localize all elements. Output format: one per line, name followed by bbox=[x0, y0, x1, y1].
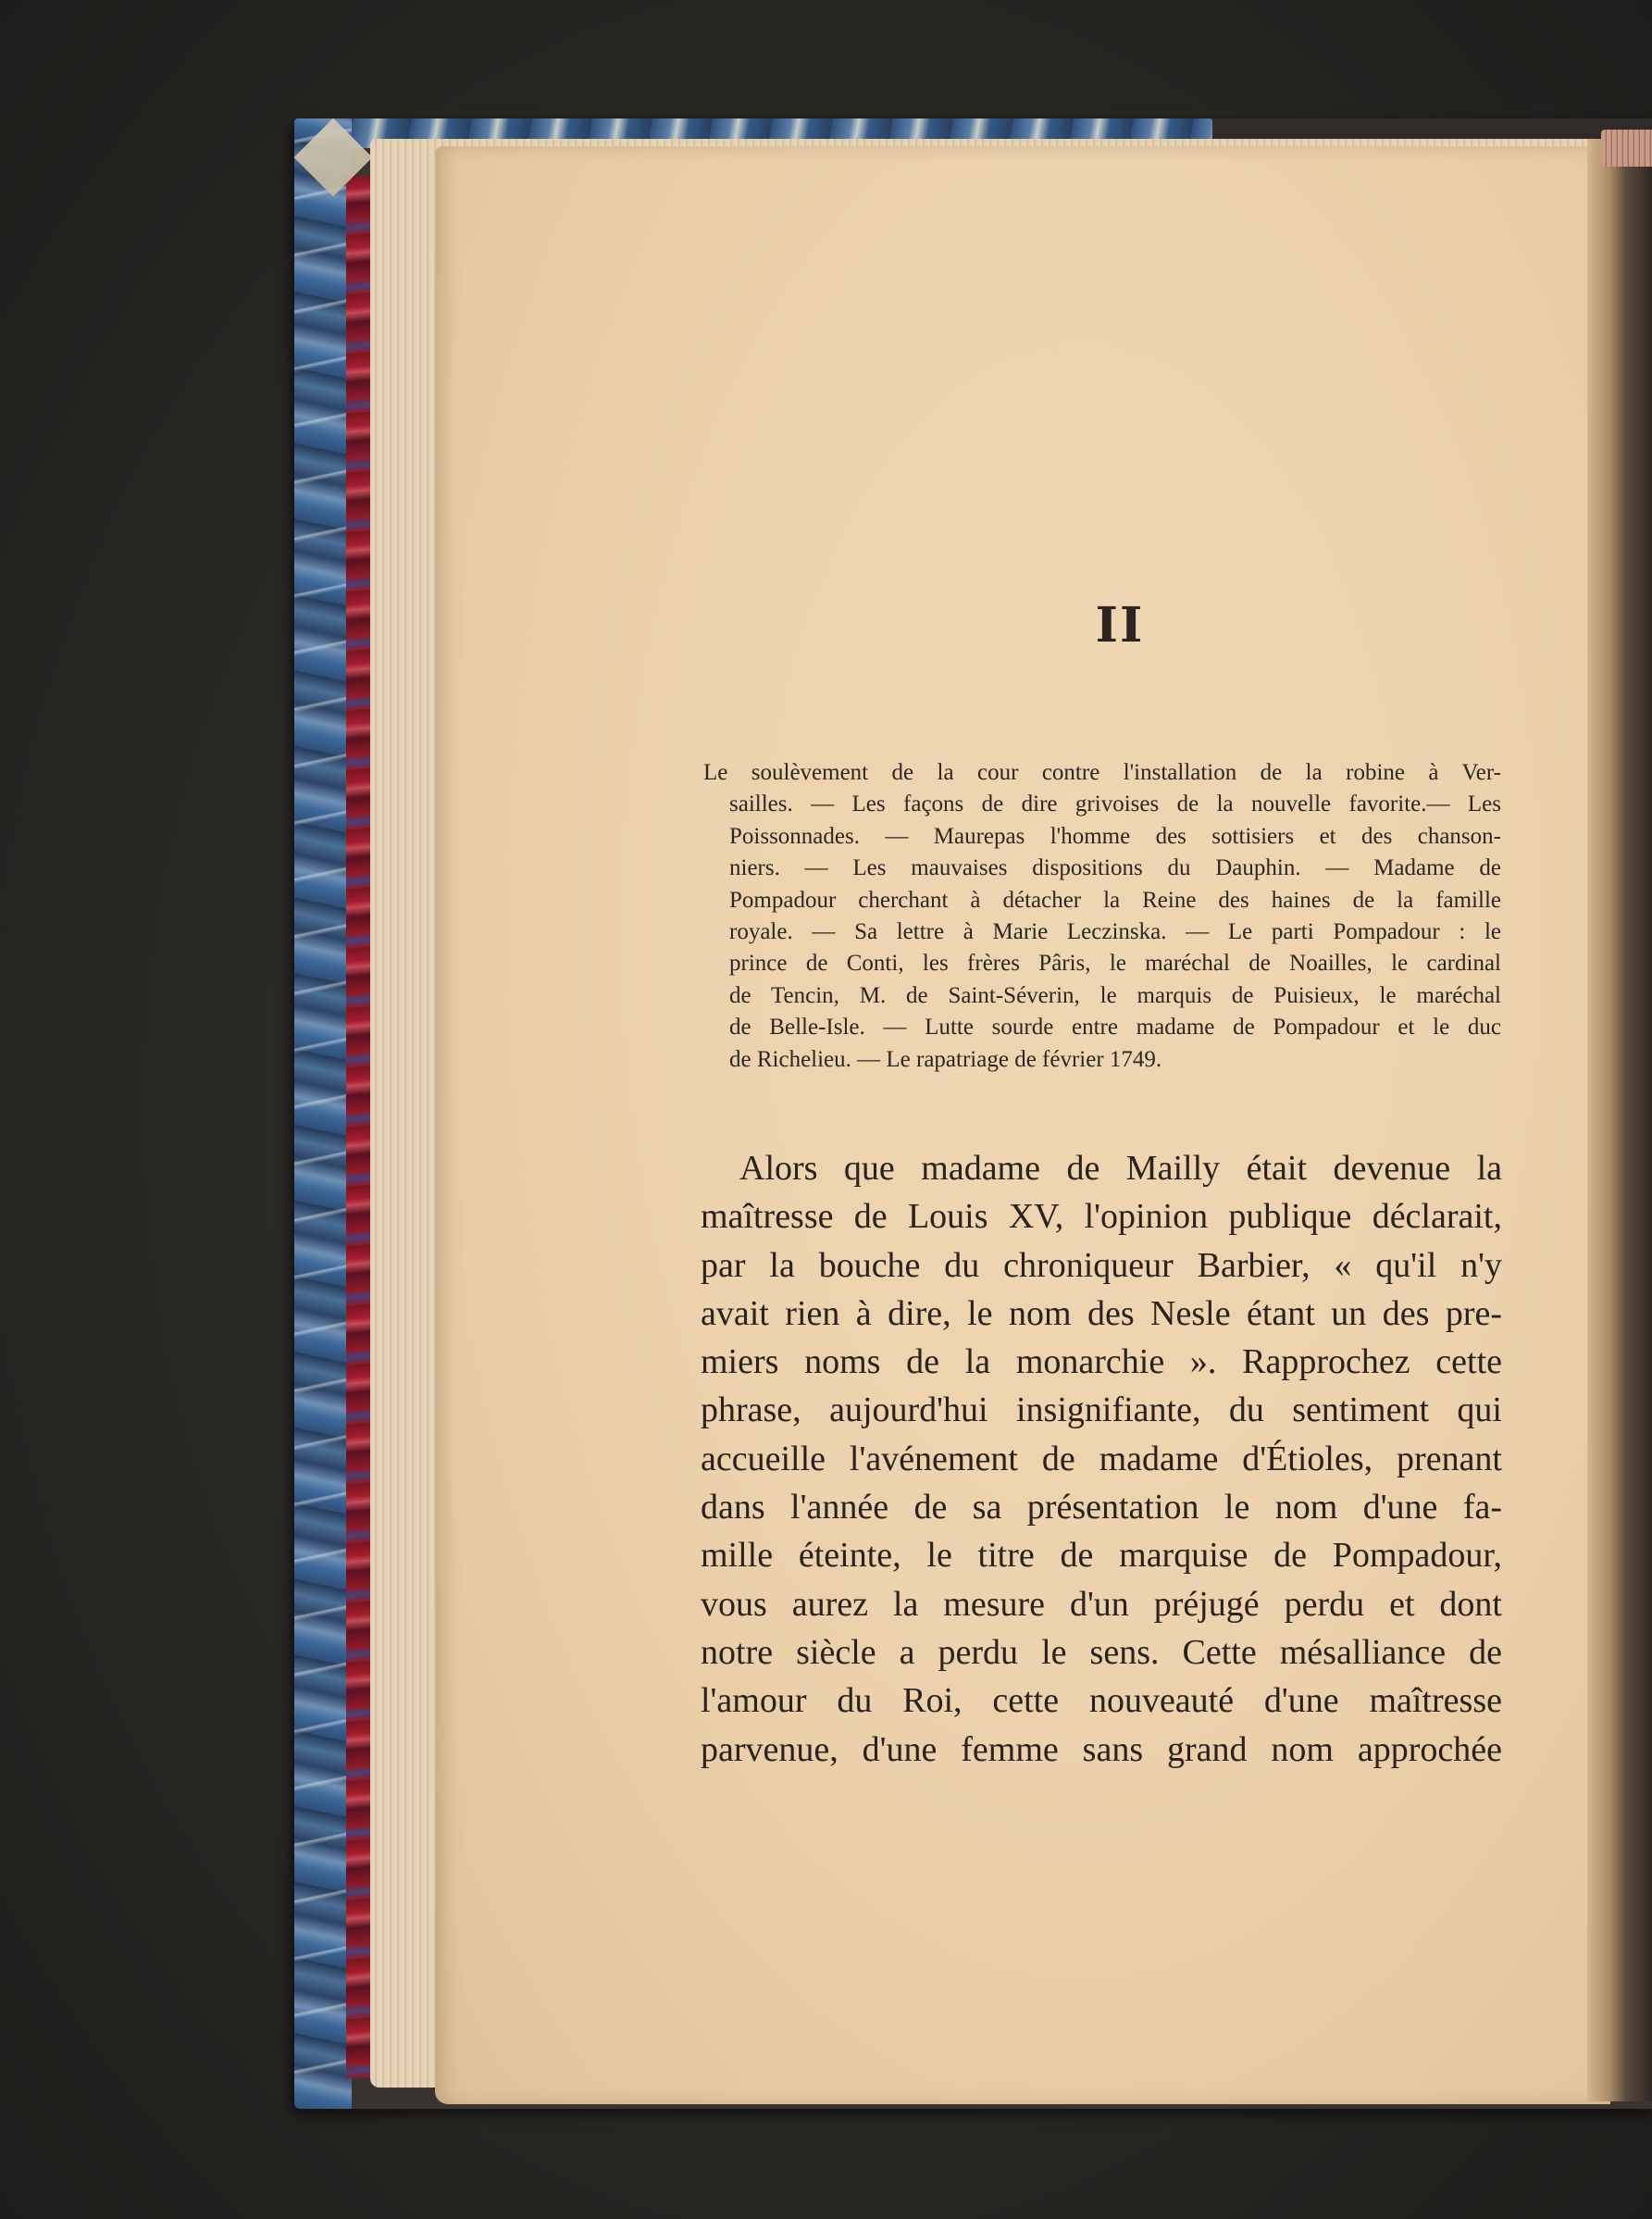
body-line: phrase, aujourd'hui insignifiante, du sentiment qui bbox=[701, 1390, 1502, 1430]
chapter-summary bbox=[703, 757, 1501, 1076]
summary-line: de Belle-Isle. — Lutte sourde entre madame de Pompadour et le duc bbox=[729, 1015, 1501, 1041]
body-line: vous aurez la mesure d'un préjugé perdu et dont bbox=[701, 1584, 1502, 1624]
marbled-cover-edge bbox=[294, 118, 352, 2109]
headband bbox=[1601, 130, 1652, 167]
summary-line: Poissonnades. — Maurepas l'homme des sottisiers et des chanson- bbox=[729, 823, 1501, 849]
body-line: avait rien à dire, le nom des Nesle étant un des pre- bbox=[701, 1293, 1502, 1333]
body-line: mille éteinte, le titre de marquise de Pompadour, bbox=[701, 1536, 1502, 1576]
summary-line: royale. — Sa lettre à Marie Leczinska. — Le parti Pompadour : le bbox=[729, 919, 1501, 945]
body-line: miers noms de la monarchie ». Rapprochez cette bbox=[701, 1342, 1502, 1382]
book-page bbox=[435, 146, 1610, 2104]
body-line: dans l'année de sa présentation le nom d'une fa- bbox=[701, 1488, 1502, 1527]
chapter-number: II bbox=[1095, 597, 1145, 654]
body-line: accueille l'avénement de madame d'Étioles, prenant bbox=[701, 1439, 1502, 1478]
summary-line: de Tencin, M. de Saint-Séverin, le marquis de Puisieux, le maréchal bbox=[729, 982, 1501, 1008]
body-line: notre siècle a perdu le sens. Cette mésalliance de bbox=[701, 1632, 1502, 1672]
summary-line: sailles. — Les façons de dire grivoises de la nouvelle favorite.— Les bbox=[729, 792, 1501, 817]
body-line: par la bouche du chroniqueur Barbier, « qu'il n'y bbox=[701, 1245, 1502, 1285]
summary-line: de Richelieu. — Le rapatriage de février 1749. bbox=[729, 1046, 1162, 1072]
summary-line: niers. — Les mauvaises dispositions du Dauphin. — Madame de bbox=[729, 855, 1501, 881]
body-line: Alors que madame de Mailly était devenue la bbox=[739, 1149, 1502, 1188]
summary-line: Pompadour cherchant à détacher la Reine des haines de la famille bbox=[729, 887, 1501, 913]
body-paragraph bbox=[701, 1144, 1502, 1774]
body-line: l'amour du Roi, cette nouveauté d'une maîtresse bbox=[701, 1681, 1502, 1721]
body-line: parvenue, d'une femme sans grand nom approchée bbox=[701, 1729, 1502, 1769]
page-gutter bbox=[1587, 139, 1652, 2101]
summary-line: prince de Conti, les frères Pâris, le maréchal de Noailles, le cardinal bbox=[729, 951, 1501, 977]
body-line: maîtresse de Louis XV, l'opinion publique déclarait, bbox=[701, 1197, 1502, 1237]
summary-line: Le soulèvement de la cour contre l'installation de la robine à Ver- bbox=[703, 760, 1501, 785]
